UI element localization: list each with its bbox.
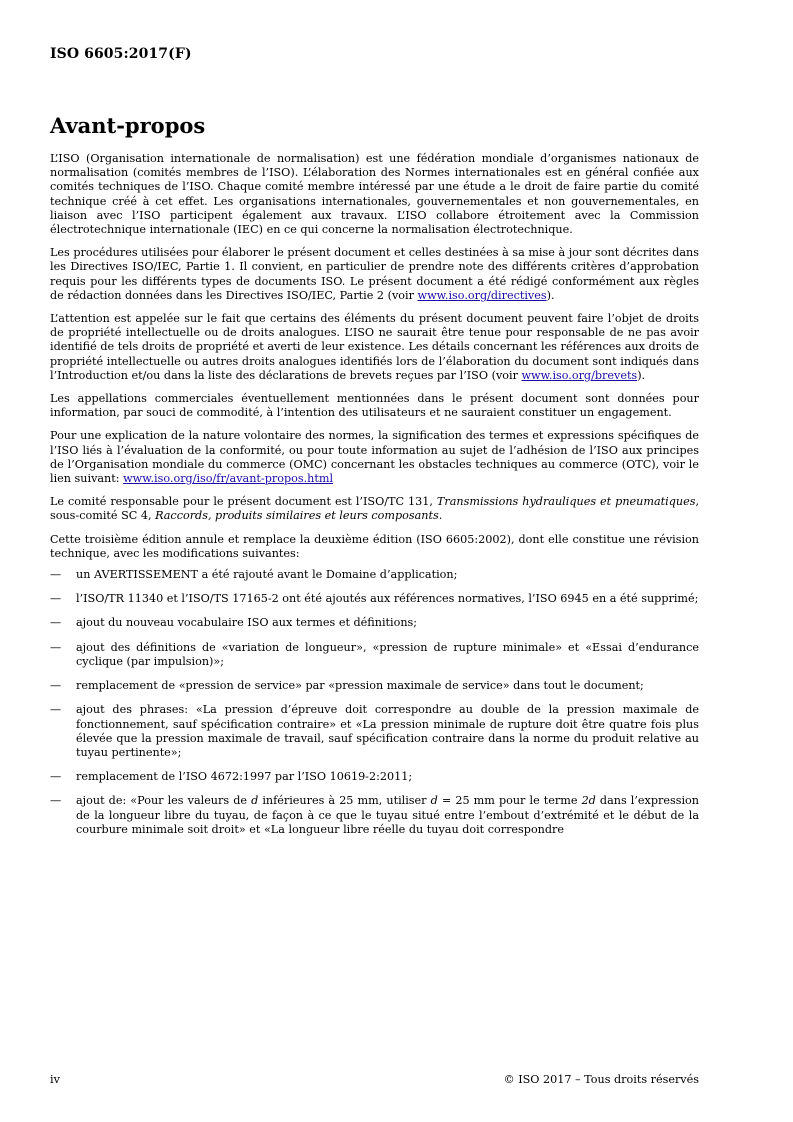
list-item-text: l’ISO/TR 11340 et l’ISO/TS 17165-2 ont été ajoutés aux références normatives, l’ISO 6945 en a été supprimé;: [76, 592, 699, 606]
link-iso-directives[interactable]: www.iso.org/directives: [417, 288, 547, 302]
paragraph-procedures-end: ).: [546, 288, 555, 302]
paragraph-patents-text: L’attention est appelée sur le fait que certains des éléments du présent document peuvent faire l’objet de droits de propriété intellectuelle ou de droits analogues. L’ISO ne saurait être tenue pour responsable de ne pas avoir identifié de tels droits de propriété et averti de leur existence. Les détails concernant les références aux droits de propriété intellectuelle ou autres droits analogues identifiés lors de l’élaboration du document sont indiqués dans l’Introduction et/ou dans la liste des déclarations de brevets reçues par l’ISO (voir: [50, 312, 699, 382]
committee-title: Transmissions hydrauliques et pneumatiques: [436, 495, 696, 509]
list-item: [50, 770, 699, 784]
paragraph-trade-names: Les appellations commerciales éventuellement mentionnées dans le présent document sont données pour information, par souci de commodité, à l’intention des utilisateurs et ne sauraient constituer un engagement.: [50, 392, 699, 420]
paragraph-committee-c: , sous-comité SC 4,: [50, 495, 699, 523]
list-item-text: ajout du nouveau vocabulaire ISO aux termes et définitions;: [76, 616, 418, 630]
paragraph-patents-end: ).: [637, 368, 646, 382]
paragraph-committee-e: .: [438, 509, 443, 523]
list-item-text: un AVERTISSEMENT a été rajouté avant le Domaine d’application;: [76, 568, 458, 582]
subcommittee-title: Raccords, produits similaires et leurs composants: [155, 509, 439, 523]
paragraph-committee-a: Le comité responsable pour le présent document est l’ISO/TC 131,: [50, 495, 437, 509]
dash-bullet: —: [50, 794, 62, 808]
paragraph-procedures-text: Les procédures utilisées pour élaborer le présent document et celles destinées à sa mise à jour sont décrites dans les Directives ISO/IEC, Partie 1. Il convient, en particulier de prendre note des différents critères d’approbation requis pour les différents types de documents ISO. Le présent document a été rédigé conformément aux règles de rédaction données dans les Directives ISO/IEC, Partie 2 (voir: [50, 246, 699, 302]
link-iso-avant-propos[interactable]: www.iso.org/iso/fr/avant-propos.html: [123, 472, 334, 486]
variable-d: d: [251, 794, 259, 808]
copyright-notice: © ISO 2017 – Tous droits réservés: [503, 1073, 699, 1086]
dash-bullet: —: [50, 616, 62, 630]
section-title: Avant-propos: [50, 113, 206, 138]
list-item: [50, 679, 699, 693]
list-item: [50, 616, 699, 630]
list-item: [50, 703, 699, 760]
variable-d: d: [430, 794, 438, 808]
page-number: iv: [50, 1073, 60, 1086]
list-item: [50, 568, 699, 582]
dash-bullet: —: [50, 640, 62, 654]
paragraph-procedures: [50, 246, 699, 303]
list-item: [50, 641, 699, 669]
dash-bullet: —: [50, 568, 62, 582]
list-item-text: remplacement de l’ISO 4672:1997 par l’ISO 10619-2:2011;: [76, 770, 413, 784]
link-iso-brevets[interactable]: www.iso.org/brevets: [521, 368, 638, 382]
paragraph-voluntary-nature: [50, 429, 699, 486]
dash-bullet: —: [50, 679, 62, 693]
text-run: ajout de: «Pour les valeurs de: [76, 794, 252, 808]
list-item-text: remplacement de «pression de service» par «pression maximale de service» dans tout le document;: [76, 679, 644, 693]
text-run: dans l’expression de la longueur libre du tuyau, de façon à ce que le tuyau situé entre l’embout d’extrémité et le début de la courbure minimale soit droit» et «La longueur libre réelle du tuyau doit correspondre: [76, 794, 699, 836]
paragraph-committee: [50, 495, 699, 523]
paragraph-patents: [50, 312, 699, 383]
foreword-body: [50, 152, 699, 847]
changes-list: [50, 568, 699, 837]
list-item-text: ajout des phrases: «La pression d’épreuve doit correspondre au double de la pression maximale de fonctionnement, sauf spécification contraire» et «La pression minimale de rupture doit être quatre fois plus élevée que la pression maximale de travail, sauf spécification contraire dans la norme du produit relative au tuyau pertinente»;: [76, 703, 699, 759]
dash-bullet: —: [50, 703, 62, 717]
paragraph-voluntary-text: Pour une explication de la nature volontaire des normes, la signification des termes et expressions spécifiques de l’ISO liés à l’évaluation de la conformité, ou pour toute information au sujet de l’adhésion de l’ISO aux principes de l’Organisation mondiale du commerce (OMC) concernant les obstacles techniques au commerce (OTC), voir le lien suivant:: [50, 429, 699, 486]
paragraph-iso-intro: L’ISO (Organisation internationale de normalisation) est une fédération mondiale d’organismes nationaux de normalisation (comités membres de l’ISO). L’élaboration des Normes internationales est en général confiée aux comités techniques de l’ISO. Chaque comité membre intéressé par une étude a le droit de faire partie du comité technique créé à cet effet. Les organisations internationales, gouvernementales et non gouvernementales, en liaison avec l’ISO participent également aux travaux. L’ISO collabore étroitement avec la Commission électrotechnique internationale (IEC) en ce qui concerne la normalisation électrotechnique.: [50, 152, 699, 237]
text-run: = 25 mm pour le terme: [437, 794, 582, 808]
dash-bullet: —: [50, 592, 62, 606]
variable-2d: 2d: [581, 794, 596, 808]
dash-bullet: —: [50, 770, 62, 784]
list-item: [50, 794, 699, 837]
text-run: inférieures à 25 mm, utiliser: [258, 794, 431, 808]
document-identifier: ISO 6605:2017(F): [50, 46, 192, 62]
list-item-text: [76, 794, 699, 835]
list-item-text: ajout des définitions de «variation de longueur», «pression de rupture minimale» et «Essai d’endurance cyclique (par impulsion)»;: [76, 640, 699, 668]
paragraph-edition: Cette troisième édition annule et remplace la deuxième édition (ISO 6605:2002), dont elle constitue une révision technique, avec les modifications suivantes:: [50, 532, 699, 560]
list-item: [50, 592, 699, 606]
